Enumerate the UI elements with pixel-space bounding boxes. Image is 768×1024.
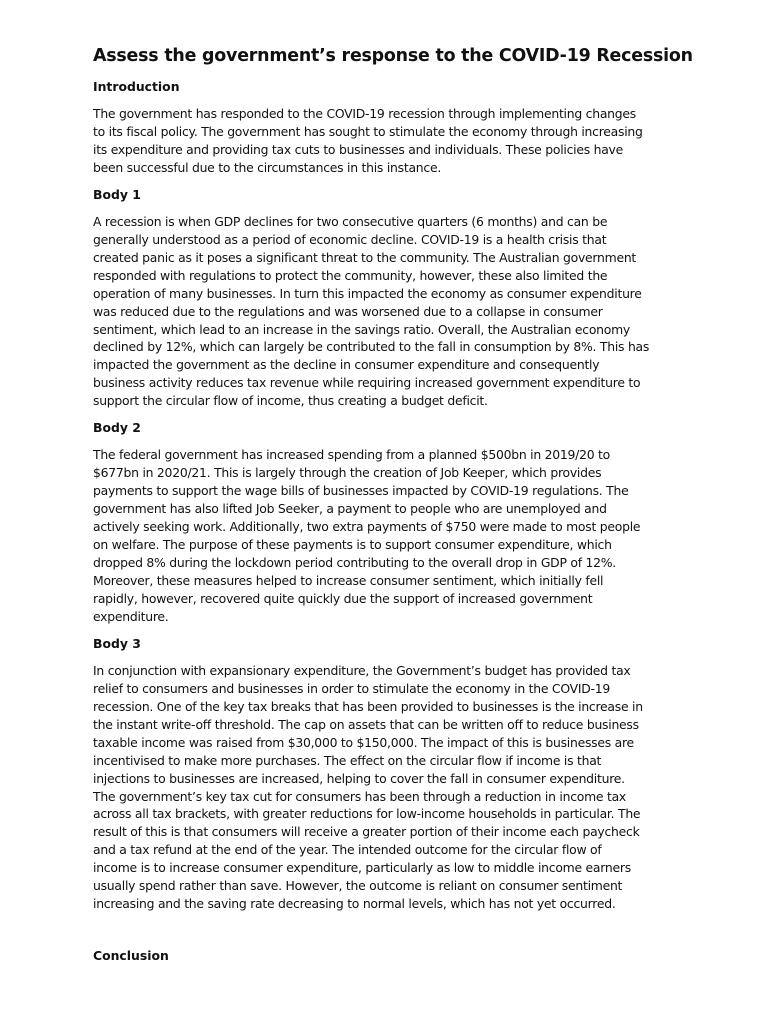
paragraph-line: support the circular flow of income, thus creating a budget deficit. <box>93 393 488 409</box>
paragraph-line: was reduced due to the regulations and was worsened due to a collapse in consumer <box>93 303 603 319</box>
paragraph-line: income is to increase consumer expenditure, particularly as low to middle income earners <box>93 860 631 876</box>
paragraph-line: on welfare. The purpose of these payments is to support consumer expenditure, which <box>93 537 612 553</box>
paragraph-body-2 <box>93 446 678 626</box>
paragraph-line: actively seeking work. Additionally, two extra payments of $750 were made to most people <box>93 519 641 535</box>
paragraph-line: impacted the government as the decline in consumer expenditure and consequently <box>93 357 600 373</box>
paragraph-line: The government’s key tax cut for consumers has been through a reduction in income tax <box>93 788 627 804</box>
paragraph-line: The government has responded to the COVID-19 recession through implementing changes <box>93 106 636 121</box>
paragraph-body-1 <box>93 213 678 410</box>
document-title: Assess the government’s response to the COVID-19 Recession <box>93 46 693 66</box>
section-heading-body-3: Body 3 <box>93 635 141 651</box>
paragraph-line: relief to consumers and businesses in order to stimulate the economy in the COVID-19 <box>93 680 611 696</box>
section-heading-body-1: Body 1 <box>93 186 141 202</box>
paragraph-line: declined by 12%, which can largely be contributed to the fall in consumption by 8%. This has <box>93 339 650 355</box>
paragraph-body-3 <box>93 662 678 913</box>
paragraph-line: and a tax refund at the end of the year. The intended outcome for the circular flow of <box>93 842 602 858</box>
paragraph-line: dropped 8% during the lockdown period contributing to the overall drop in GDP of 12%. <box>93 555 616 571</box>
paragraph-line: payments to support the wage bills of businesses impacted by COVID-19 regulations. The <box>93 483 629 499</box>
paragraph-line: result of this is that consumers will receive a greater portion of their income each paycheck <box>93 824 640 840</box>
paragraph-line: been successful due to the circumstances in this instance. <box>93 159 442 175</box>
paragraph-line: A recession is when GDP declines for two consecutive quarters (6 months) and can be <box>93 213 608 229</box>
paragraph-line: business activity reduces tax revenue while requiring increased government expenditure to <box>93 375 641 391</box>
paragraph-line: taxable income was raised from $30,000 to $150,000. The impact of this is businesses are <box>93 734 634 750</box>
paragraph-introduction <box>93 105 678 177</box>
paragraph-line: responded with regulations to protect the community, however, these also limited the <box>93 267 608 283</box>
paragraph-line: across all tax brackets, with greater reductions for low-income households in particular. The <box>93 806 641 822</box>
paragraph-line: incentivised to make more purchases. The effect on the circular flow if income is that <box>93 752 602 768</box>
section-body-3 <box>93 635 678 913</box>
paragraph-line: to its fiscal policy. The government has sought to stimulate the economy through increasing <box>93 123 643 139</box>
paragraph-line: its expenditure and providing tax cuts to businesses and individuals. These policies have <box>93 141 624 157</box>
paragraph-line: sentiment, which lead to an increase in the savings ratio. Overall, the Australian economy <box>93 321 630 337</box>
section-body-2 <box>93 419 678 626</box>
paragraph-line: rapidly, however, recovered quite quickly due the support of increased government <box>93 590 593 606</box>
section-heading-introduction: Introduction <box>93 79 180 94</box>
paragraph-line: injections to businesses are increased, helping to cover the fall in consumer expenditure. <box>93 770 625 786</box>
paragraph-line: government has also lifted Job Seeker, a payment to people who are unemployed and <box>93 501 607 517</box>
section-heading-conclusion: Conclusion <box>93 948 169 964</box>
paragraph-line: The federal government has increased spending from a planned $500bn in 2019/20 to <box>93 447 610 463</box>
paragraph-line: usually spend rather than save. However, the outcome is reliant on consumer sentiment <box>93 878 623 894</box>
paragraph-line: operation of many businesses. In turn this impacted the economy as consumer expenditure <box>93 285 642 301</box>
paragraph-line: $677bn in 2020/21. This is largely through the creation of Job Keeper, which provides <box>93 465 602 481</box>
section-body-1 <box>93 186 678 410</box>
paragraph-line: In conjunction with expansionary expenditure, the Government’s budget has provided tax <box>93 662 631 678</box>
document-page <box>93 44 693 974</box>
paragraph-line: Moreover, these measures helped to increase consumer sentiment, which initially fell <box>93 572 604 588</box>
paragraph-line: generally understood as a period of economic decline. COVID-19 is a health crisis that <box>93 231 607 247</box>
paragraph-line: created panic as it poses a significant threat to the community. The Australian government <box>93 249 637 265</box>
section-heading-body-2: Body 2 <box>93 420 141 436</box>
paragraph-line: increasing and the saving rate decreasing to normal levels, which has not yet occurred. <box>93 896 616 912</box>
section-conclusion <box>93 947 678 965</box>
paragraph-line: the instant write-off threshold. The cap on assets that can be written off to reduce business <box>93 716 639 732</box>
paragraph-line: recession. One of the key tax breaks that has been provided to businesses is the increase in <box>93 698 643 714</box>
section-introduction <box>93 78 678 177</box>
paragraph-line: expenditure. <box>93 608 169 624</box>
